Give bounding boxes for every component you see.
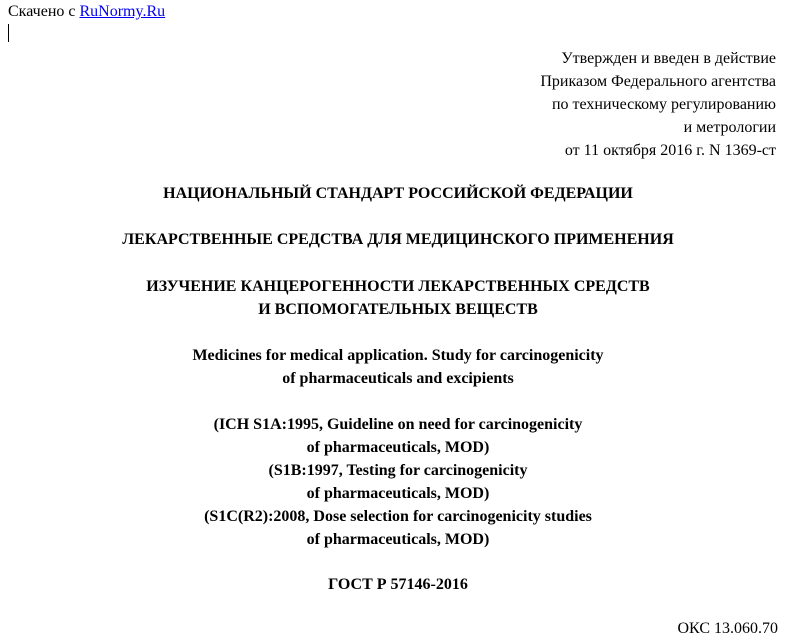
- approval-line: Утвержден и введен в действие: [561, 50, 776, 67]
- oks-code: ОКС 13.060.70: [677, 620, 778, 637]
- heading-line: ЛЕКАРСТВЕННЫЕ СРЕДСТВА ДЛЯ МЕДИЦИНСКОГО ПРИМЕНЕНИЯ: [122, 231, 674, 248]
- heading-line: ИЗУЧЕНИЕ КАНЦЕРОГЕННОСТИ ЛЕКАРСТВЕННЫХ СРЕДСТВ: [146, 278, 650, 295]
- approval-line: по техническому регулированию: [551, 96, 776, 113]
- source-prefix: Скачено с: [8, 3, 76, 20]
- approval-line: Приказом Федерального агентства: [540, 73, 776, 90]
- source-line: [8, 2, 165, 22]
- national-standard-heading: [0, 182, 790, 205]
- approval-line: от 11 октября 2016 г. N 1369-ст: [564, 142, 776, 159]
- english-title: [0, 344, 790, 390]
- approval-block: [540, 47, 776, 162]
- reference-line: (S1B:1997, Testing for carcinogenicity: [268, 462, 528, 479]
- ich-references: [0, 413, 790, 551]
- approval-line: и метрологии: [683, 119, 776, 136]
- medicines-heading: [0, 228, 790, 251]
- reference-line: of pharmaceuticals, MOD): [306, 439, 490, 456]
- reference-line: (ICH S1A:1995, Guideline on need for carcinogenicity: [213, 416, 583, 433]
- text-cursor: [8, 24, 9, 42]
- gost-number: [0, 573, 790, 596]
- heading-line: of pharmaceuticals and excipients: [282, 370, 514, 387]
- reference-line: of pharmaceuticals, MOD): [306, 485, 490, 502]
- heading-line: Medicines for medical application. Study for carcinogenicity: [192, 347, 604, 364]
- gost-code: ГОСТ Р 57146-2016: [328, 576, 468, 593]
- heading-line: И ВСПОМОГАТЕЛЬНЫХ ВЕЩЕСТВ: [258, 301, 538, 318]
- runormy-link[interactable]: RuNormy.Ru: [79, 3, 166, 20]
- study-heading: [0, 275, 790, 321]
- reference-line: of pharmaceuticals, MOD): [306, 531, 490, 548]
- reference-line: (S1C(R2):2008, Dose selection for carcinogenicity studies: [204, 508, 592, 525]
- heading-line: НАЦИОНАЛЬНЫЙ СТАНДАРТ РОССИЙСКОЙ ФЕДЕРАЦИИ: [163, 185, 633, 202]
